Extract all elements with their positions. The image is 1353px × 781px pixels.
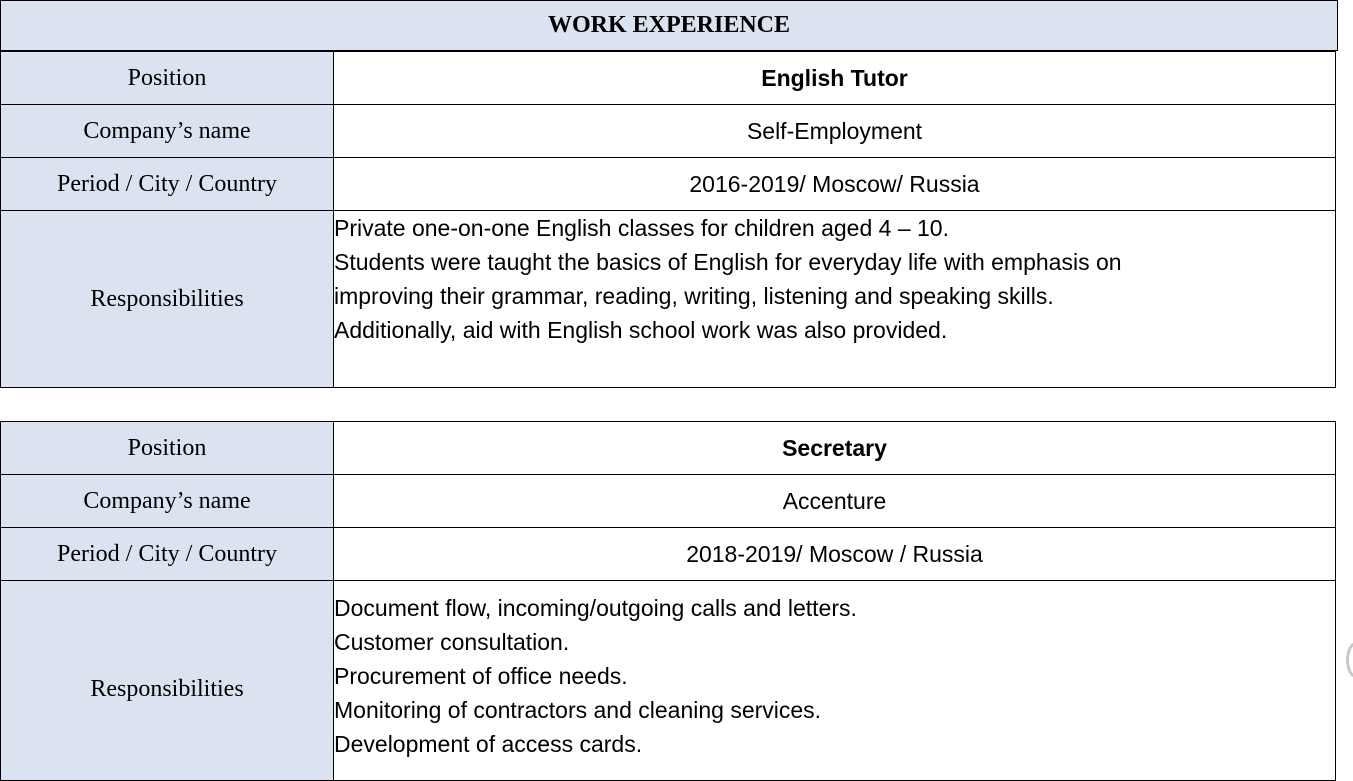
table-row [1,52,1336,105]
job-table-english-tutor [0,51,1336,388]
section-title [0,0,1338,51]
company-label: Company’s name [1,105,334,158]
position-value: Secretary [334,422,1336,475]
responsibility-line: Procurement of office needs. [334,663,628,689]
period-label: Period / City / Country [1,528,334,581]
job-table-secretary [0,421,1336,781]
period-value: 2016-2019/ Moscow/ Russia [334,158,1336,211]
responsibility-line: improving their grammar, reading, writing, listening and speaking skills. [334,283,1054,309]
period-value: 2018-2019/ Moscow / Russia [334,528,1336,581]
position-label: Position [1,422,334,475]
period-label: Period / City / Country [1,158,334,211]
responsibility-line: Monitoring of contractors and cleaning services. [334,697,822,723]
responsibility-line: Private one-on-one English classes for children aged 4 – 10. [334,215,949,241]
scroll-handle[interactable] [1346,642,1353,678]
responsibility-line: Students were taught the basics of English for everyday life with emphasis on [334,249,1122,275]
responsibility-line: Additionally, aid with English school work was also provided. [334,317,948,343]
table-row [1,158,1336,211]
table-row [1,105,1336,158]
responsibilities-label: Responsibilities [1,581,334,781]
company-value: Self-Employment [334,105,1336,158]
responsibilities-value [334,581,1336,781]
table-row [1,528,1336,581]
responsibility-line: Document flow, incoming/outgoing calls and letters. [334,595,857,621]
position-value: English Tutor [334,52,1336,105]
section-title-text: WORK EXPERIENCE [547,12,791,38]
table-row [1,422,1336,475]
responsibilities-value [334,211,1336,388]
table-row [1,581,1336,781]
responsibility-line: Development of access cards. [334,731,643,757]
responsibility-line: Customer consultation. [334,629,570,655]
table-row [1,211,1336,388]
company-label: Company’s name [1,475,334,528]
responsibilities-label: Responsibilities [1,211,334,388]
table-row [1,475,1336,528]
company-value: Accenture [334,475,1336,528]
position-label: Position [1,52,334,105]
